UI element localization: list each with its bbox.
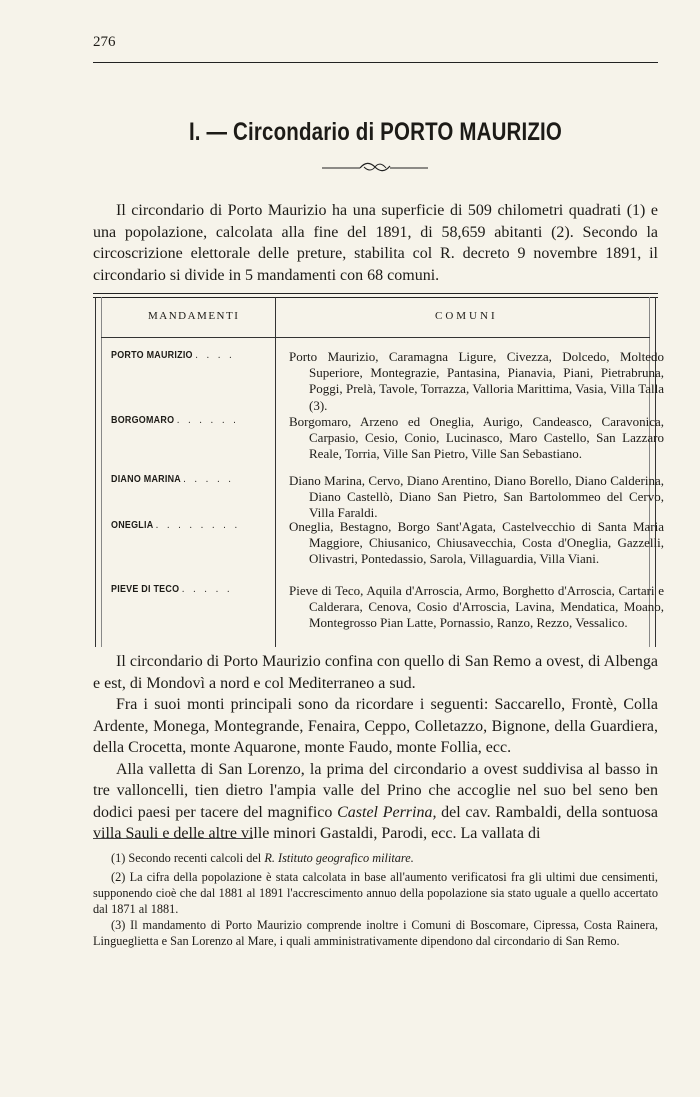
page-title: I. — Circondario di PORTO MAURIZIO xyxy=(188,118,563,146)
mandamento-name: PORTO MAURIZIO . . . . xyxy=(111,349,235,361)
page-number: 276 xyxy=(93,34,116,50)
mandamenti-table xyxy=(93,293,664,650)
mandamento-name: BORGOMARO . . . . . . xyxy=(111,414,239,426)
table-header-rule xyxy=(101,337,650,338)
mandamento-name: DIANO MARINA . . . . . xyxy=(111,473,235,485)
header-rule xyxy=(93,62,658,63)
footnote-2: (2) La cifra della popolazione è stata calcolata in base all'aumento verificatosi fra gli ultimi due censimenti, supponendo cioè che dal 1881 al 1891 l'accrescimento annuo della popolazione sia stato uguale a quello accertato dal 1871 al 1881. xyxy=(93,870,658,916)
body-paragraph: Alla valletta di San Lorenzo, la prima del circondario a ovest suddivisa al basso in tre valloncelli, tien dietro l'ampia valle del Prino che accoglie nel suo bel seno ben dodici paesi per tacere del magnifico Castel Perrina, del cav. Rambaldi, della sontuosa villa Sauli e delle altre ville minori Gastaldi, Parodi, ecc. La vallata di xyxy=(93,760,659,842)
table-top-rule-inner xyxy=(93,297,658,298)
comuni-list: Pieve di Teco, Aquila d'Arroscia, Armo, Borghetto d'Arroscia, Cartari e Calderara, Cenova, Cosio d'Arroscia, Lavina, Mendatica, Moano, Montegrosso Pian Latte, Pornassio, Ranzo, Rezzo, Vessalico. xyxy=(289,583,664,631)
comuni-list: Diano Marina, Cervo, Diano Arentino, Diano Borello, Diano Calderina, Diano Castellò, Diano San Pietro, San Bartolommeo del Cervo, Villa Faraldi. xyxy=(289,473,664,521)
body-paragraph: Il circondario di Porto Maurizio confina con quello di San Remo a ovest, di Albenga e est, di Mondovì a nord e col Mediterraneo a sud. xyxy=(93,653,658,692)
intro-paragraph: Il circondario di Porto Maurizio ha una superficie di 509 chilometri quadrati (1) e una popolazione, calcolata alla fine del 1891, di 58,659 abitanti (2). Secondo la circoscrizione elettorale delle preture, stabilita col R. decreto 9 novembre 1891, il circondario si divide in 5 mandamenti con 68 comuni. xyxy=(93,202,658,284)
table-border-left xyxy=(95,297,96,647)
table-top-rule xyxy=(93,293,658,294)
mandamento-name: PIEVE DI TECO . . . . . xyxy=(111,583,233,595)
table-column-divider xyxy=(275,297,276,647)
comuni-list: Porto Maurizio, Caramagna Ligure, Civezza, Dolcedo, Moltedo Superiore, Montegrazie, Pantasina, Pianavia, Piani, Pietrabruna, Poggi, Prelà, Tavole, Torrazza, Valloria Marittima, Vasia, Villa Talla (3). xyxy=(289,349,664,413)
body-paragraph: Fra i suoi monti principali sono da ricordare i seguenti: Saccarello, Frontè, Colla Ardente, Monega, Montegrande, Fenaira, Ceppo, Colletazzo, Bignone, della Guardiera, della Crocetta, monte Aquarone, monte Faudo, monte Follia, ecc. xyxy=(93,696,658,756)
mandamento-name: ONEGLIA . . . . . . . . xyxy=(111,519,241,531)
ornament-divider xyxy=(320,160,430,174)
body-text xyxy=(93,651,658,845)
comuni-list: Borgomaro, Arzeno ed Oneglia, Aurigo, Candeasco, Caravonica, Carpasio, Cesio, Conio, Lucinasco, Maro Castello, San Lazzaro Reale, Torria, Ville San Pietro, Ville San Sebastiano. xyxy=(289,414,664,462)
header-mandamenti: MANDAMENTI xyxy=(148,310,240,322)
footnote-rule xyxy=(93,838,253,839)
comuni-list: Oneglia, Bestagno, Borgo Sant'Agata, Castelvecchio di Santa Maria Maggiore, Chiusanico, Chiusavecchia, Costa d'Oneglia, Gazzelli, Olivastri, Pontedassio, Sarola, Villaguardia, Villa Viani. xyxy=(289,519,664,567)
footnote-1: (1) Secondo recenti calcoli del R. Istituto geografico militare. xyxy=(111,851,414,865)
table-border-left-inner xyxy=(101,297,102,647)
header-comuni: COMUNI xyxy=(435,310,498,322)
footnote-3: (3) Il mandamento di Porto Maurizio comprende inoltre i Comuni di Boscomare, Cipressa, Costa Rainera, Lingueglietta e San Lorenzo al Mare, i quali amministrativamente dipendono dal circondario di San Remo. xyxy=(93,918,658,948)
